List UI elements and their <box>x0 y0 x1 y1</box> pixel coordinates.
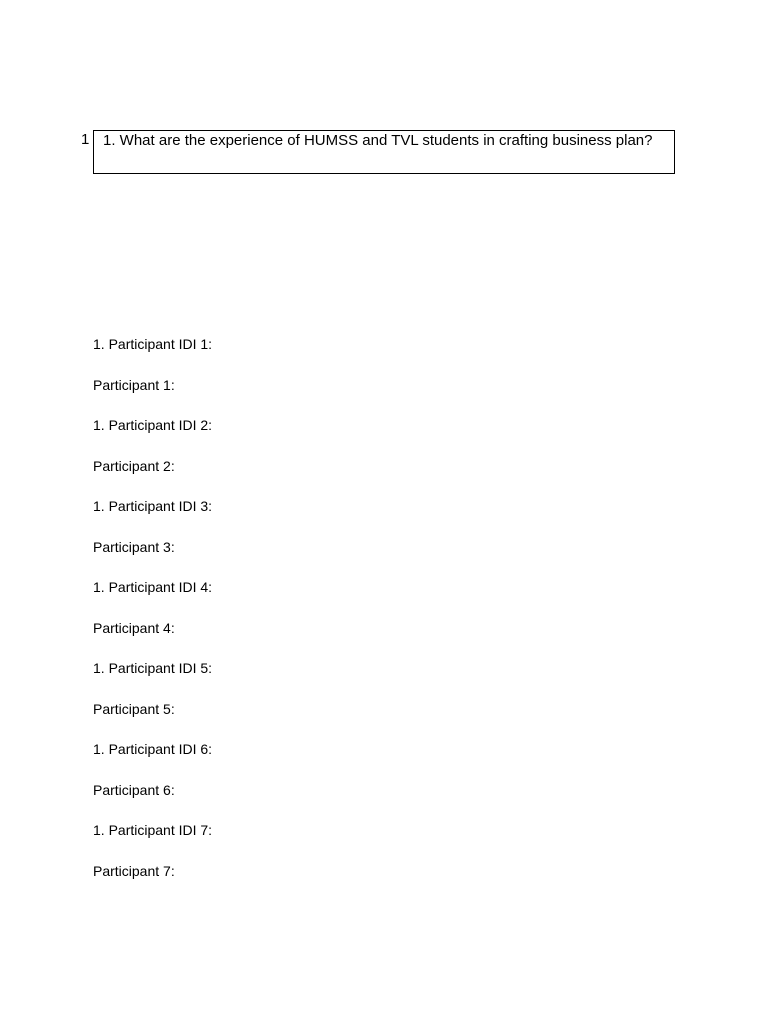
participant-list <box>93 336 212 903</box>
question-text: 1. What are the experience of HUMSS and TVL students in crafting business plan? <box>103 132 653 149</box>
participant-label: Participant 5: <box>93 700 175 717</box>
participant-idi-label: 1. Participant IDI 6: <box>93 741 213 757</box>
participant-label: Participant 4: <box>93 619 175 636</box>
participant-idi-label: 1. Participant IDI 1: <box>93 336 213 352</box>
participant-label: Participant 1: <box>93 376 175 393</box>
participant-idi-label: 1. Participant IDI 7: <box>93 822 213 838</box>
participant-idi-label: 1. Participant IDI 5: <box>93 660 213 676</box>
participant-idi-label: 1. Participant IDI 2: <box>93 417 213 433</box>
participant-idi-label: 1. Participant IDI 4: <box>93 579 213 595</box>
participant-label: Participant 3: <box>93 538 175 555</box>
participant-label: Participant 6: <box>93 781 175 798</box>
participant-idi-label: 1. Participant IDI 3: <box>93 498 213 514</box>
question-box <box>93 130 675 174</box>
participant-label: Participant 7: <box>93 862 175 879</box>
row-number: 1 <box>81 131 90 148</box>
participant-label: Participant 2: <box>93 457 175 474</box>
